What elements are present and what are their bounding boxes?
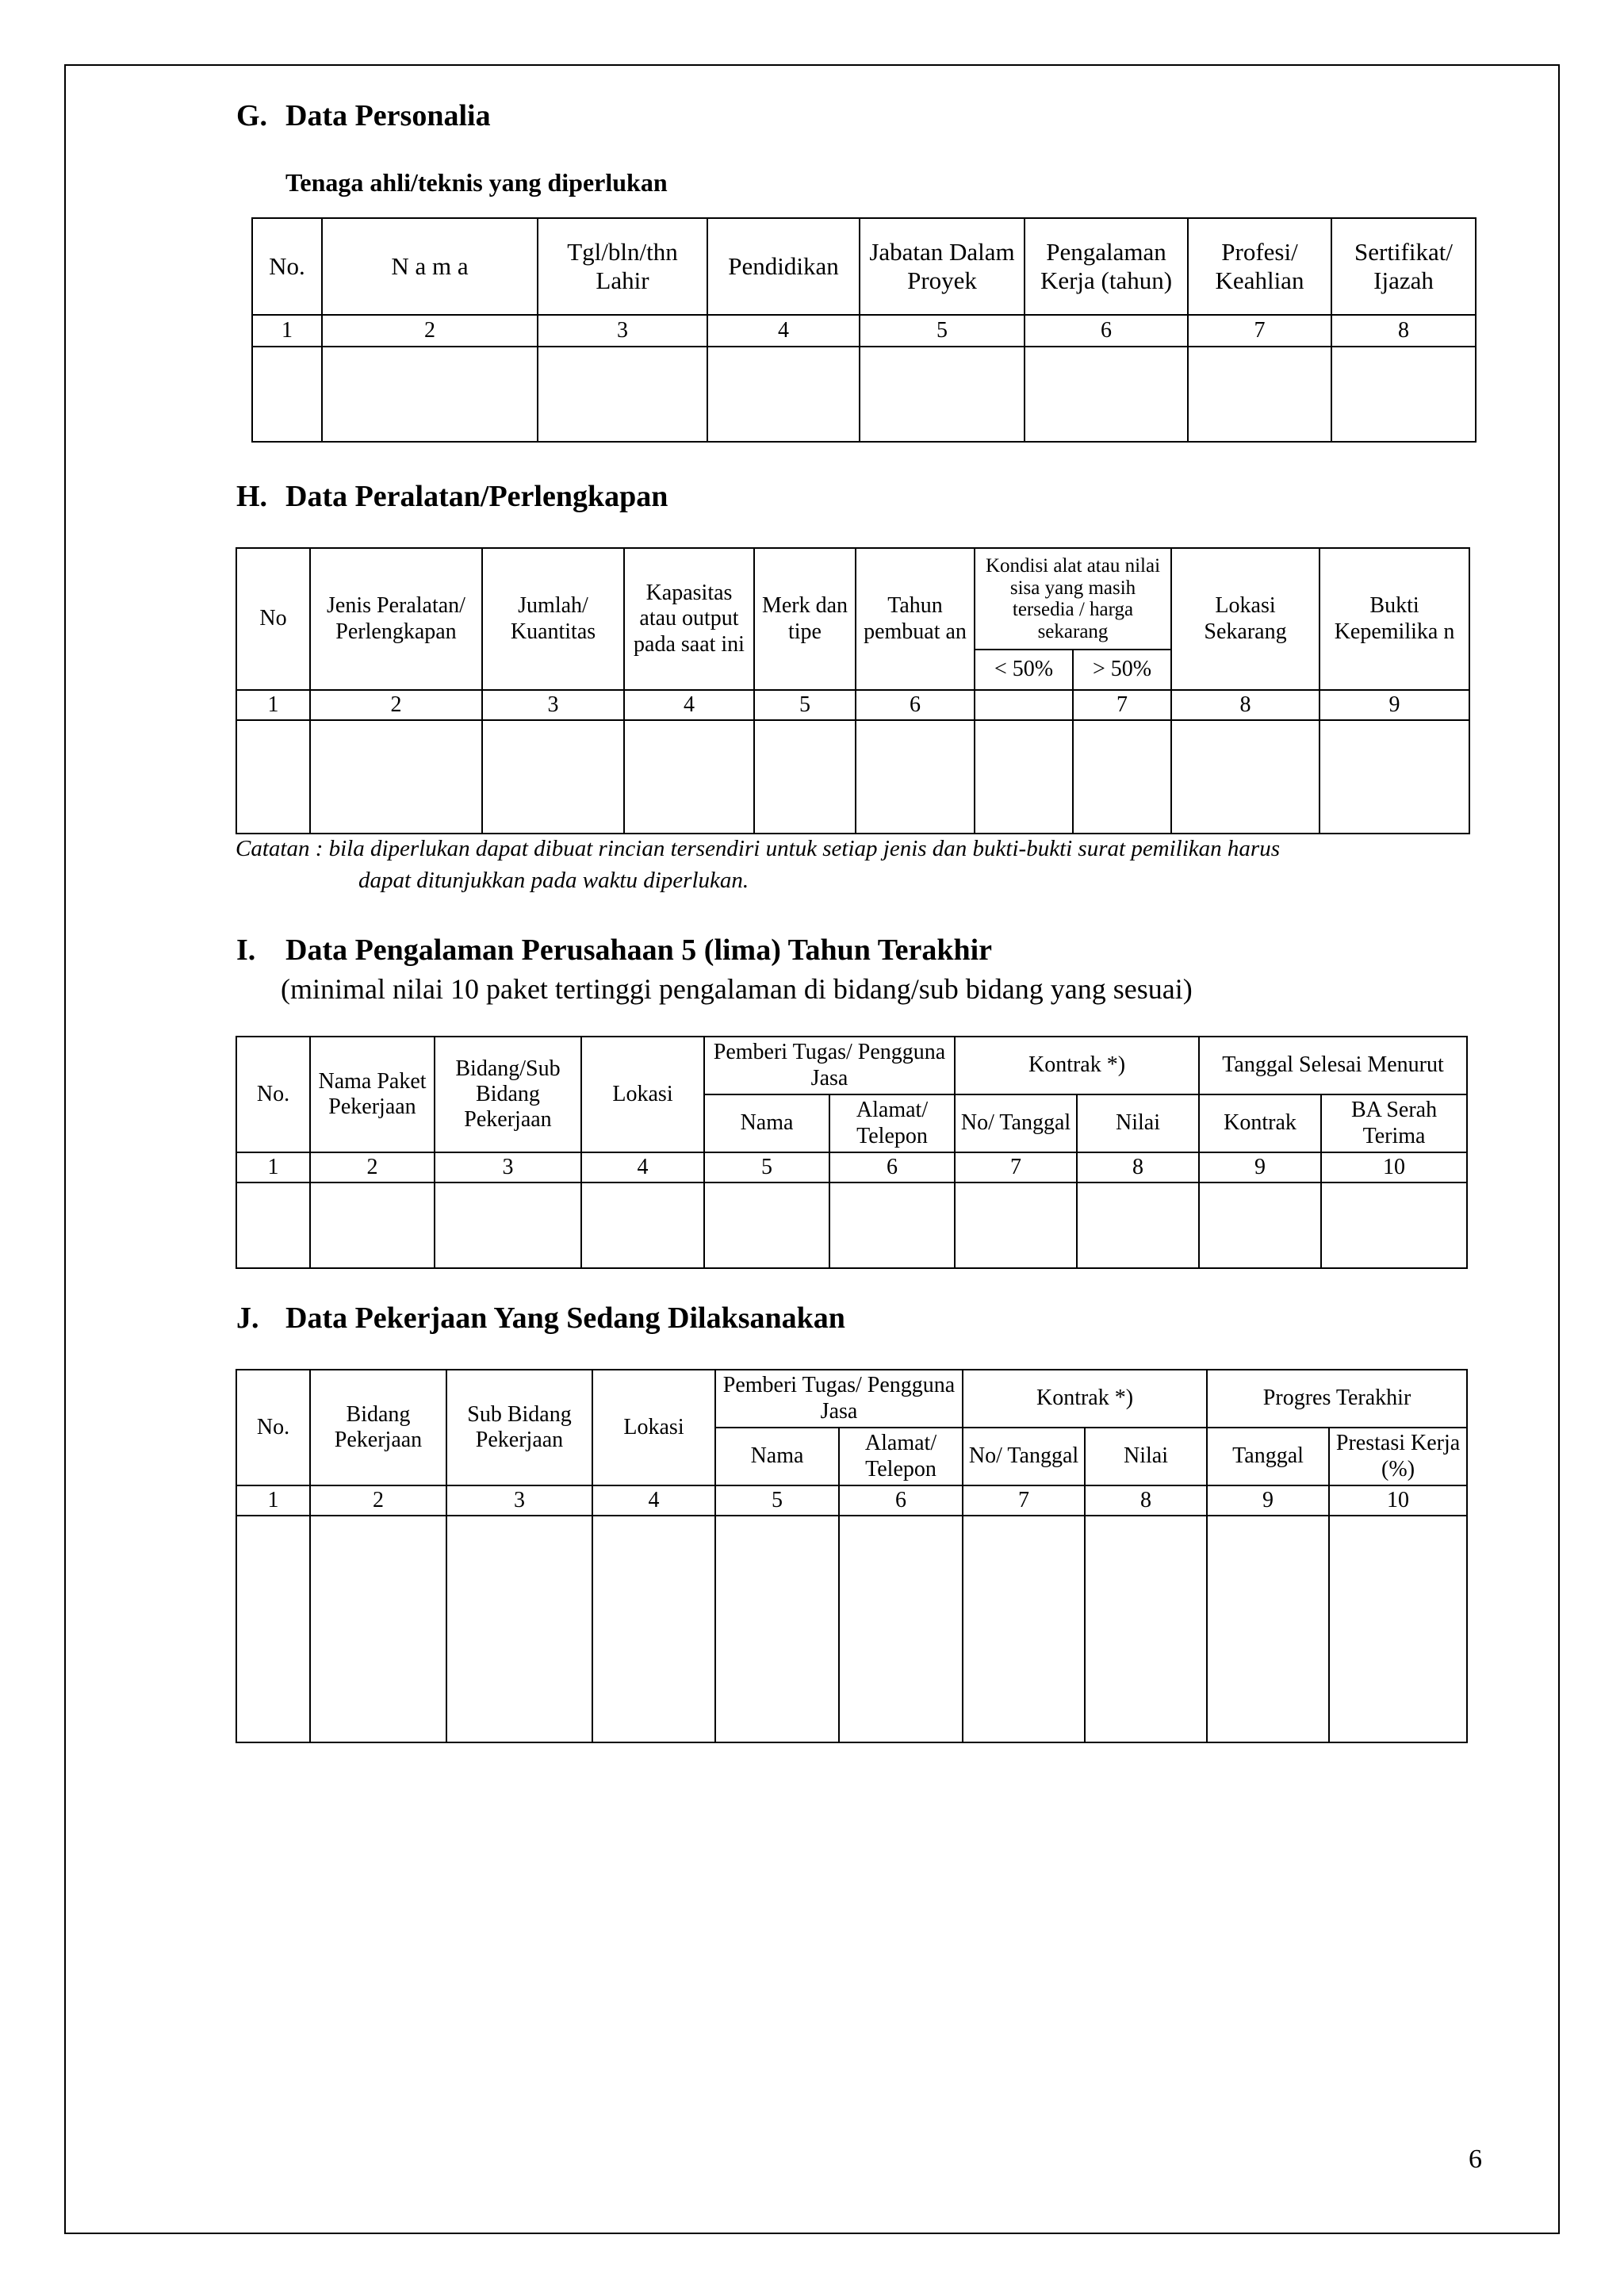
column-number: 6 xyxy=(829,1152,955,1182)
entry-cell[interactable] xyxy=(860,347,1025,442)
subheader-cell: Alamat/ Telepon xyxy=(829,1094,955,1152)
entry-cell[interactable] xyxy=(1320,720,1469,834)
page-number: 6 xyxy=(1469,2145,1482,2174)
header-cell: Lokasi xyxy=(592,1370,715,1485)
header-cell: Pemberi Tugas/ Pengguna Jasa xyxy=(715,1370,963,1428)
blank-entry-row xyxy=(236,720,1469,834)
column-number: 7 xyxy=(955,1152,1077,1182)
subheader-cell: Alamat/ Telepon xyxy=(839,1428,963,1485)
header-cell: Sub Bidang Pekerjaan xyxy=(446,1370,592,1485)
section-j-heading xyxy=(236,1301,845,1336)
blank-entry-row xyxy=(252,347,1476,442)
header-cell: Bidang/Sub Bidang Pekerjaan xyxy=(435,1037,581,1152)
column-number: 8 xyxy=(1085,1485,1207,1516)
column-number-row xyxy=(236,690,1469,720)
header-cell: Tgl/bln/thn Lahir xyxy=(538,218,707,315)
entry-cell[interactable] xyxy=(435,1182,581,1268)
column-number: 6 xyxy=(856,690,975,720)
header-cell: Pemberi Tugas/ Pengguna Jasa xyxy=(704,1037,955,1094)
column-number: 4 xyxy=(581,1152,704,1182)
section-g-subtitle: Tenaga ahli/teknis yang diperlukan xyxy=(285,168,668,197)
column-number: 1 xyxy=(236,690,310,720)
header-cell: Bidang Pekerjaan xyxy=(310,1370,446,1485)
section-i-title: Data Pengalaman Perusahaan 5 (lima) Tahun Terakhir xyxy=(285,933,993,967)
header-cell: No xyxy=(236,548,310,690)
column-number: 8 xyxy=(1171,690,1320,720)
subheader-cell: Prestasi Kerja (%) xyxy=(1329,1428,1467,1485)
header-cell: No. xyxy=(236,1037,310,1152)
table-header-row xyxy=(252,218,1476,315)
entry-cell[interactable] xyxy=(704,1182,829,1268)
entry-cell[interactable] xyxy=(707,347,860,442)
equipment-note-line2: dapat ditunjukkan pada waktu diperlukan. xyxy=(358,868,749,893)
entry-cell[interactable] xyxy=(1025,347,1188,442)
header-cell: Jumlah/ Kuantitas xyxy=(482,548,624,690)
column-number: 4 xyxy=(592,1485,715,1516)
column-number: 7 xyxy=(963,1485,1085,1516)
column-number: 8 xyxy=(1077,1152,1199,1182)
subheader-cell: Nilai xyxy=(1077,1094,1199,1152)
header-cell: Lokasi xyxy=(581,1037,704,1152)
entry-cell[interactable] xyxy=(1207,1516,1329,1742)
entry-cell[interactable] xyxy=(839,1516,963,1742)
subheader-cell: Nama xyxy=(704,1094,829,1152)
column-number: 3 xyxy=(446,1485,592,1516)
header-cell: Kontrak *) xyxy=(963,1370,1207,1428)
header-cell: Sertifikat/ Ijazah xyxy=(1331,218,1476,315)
header-cell: Bukti Kepemilika n xyxy=(1320,548,1469,690)
equipment-note-line1: Catatan : bila diperlukan dapat dibuat rincian tersendiri untuk setiap jenis dan bukti-bukti surat pemilikan harus xyxy=(236,836,1280,861)
entry-cell[interactable] xyxy=(1331,347,1476,442)
entry-cell[interactable] xyxy=(446,1516,592,1742)
subheader-cell: Tanggal xyxy=(1207,1428,1329,1485)
subheader-cell: Nama xyxy=(715,1428,839,1485)
entry-cell[interactable] xyxy=(715,1516,839,1742)
subheader-cell: BA Serah Terima xyxy=(1321,1094,1467,1152)
table-header-row xyxy=(236,548,1469,650)
entry-cell[interactable] xyxy=(1171,720,1320,834)
header-cell: Nama Paket Pekerjaan xyxy=(310,1037,435,1152)
entry-cell[interactable] xyxy=(624,720,754,834)
section-h-title: Data Peralatan/Perlengkapan xyxy=(285,480,668,513)
column-number-row xyxy=(252,315,1476,347)
column-number: 7 xyxy=(1073,690,1171,720)
column-number: 9 xyxy=(1207,1485,1329,1516)
entry-cell[interactable] xyxy=(236,1182,310,1268)
entry-cell[interactable] xyxy=(963,1516,1085,1742)
personnel-table xyxy=(251,217,1477,443)
column-number: 3 xyxy=(435,1152,581,1182)
header-cell: N a m a xyxy=(322,218,538,315)
equipment-table xyxy=(236,547,1470,834)
subheader-cell: Nilai xyxy=(1085,1428,1207,1485)
subheader-cell: > 50% xyxy=(1073,650,1171,690)
entry-cell[interactable] xyxy=(1073,720,1171,834)
section-g-letter: G. xyxy=(236,99,268,132)
blank-entry-row xyxy=(236,1516,1467,1742)
entry-cell[interactable] xyxy=(1188,347,1331,442)
subheader-cell: < 50% xyxy=(975,650,1073,690)
header-cell: Profesi/ Keahlian xyxy=(1188,218,1331,315)
column-number xyxy=(975,690,1073,720)
column-number: 1 xyxy=(252,315,322,347)
entry-cell[interactable] xyxy=(1085,1516,1207,1742)
section-j-title: Data Pekerjaan Yang Sedang Dilaksanakan xyxy=(285,1301,845,1335)
entry-cell[interactable] xyxy=(236,720,310,834)
entry-cell[interactable] xyxy=(322,347,538,442)
column-number: 8 xyxy=(1331,315,1476,347)
subheader-cell: Kontrak xyxy=(1199,1094,1321,1152)
column-number: 3 xyxy=(482,690,624,720)
entry-cell[interactable] xyxy=(754,720,856,834)
column-number: 10 xyxy=(1321,1152,1467,1182)
header-cell: Kapasitas atau output pada saat ini xyxy=(624,548,754,690)
column-number: 3 xyxy=(538,315,707,347)
entry-cell[interactable] xyxy=(829,1182,955,1268)
section-h-letter: H. xyxy=(236,480,268,513)
entry-cell[interactable] xyxy=(581,1182,704,1268)
header-cell: Jabatan Dalam Proyek xyxy=(860,218,1025,315)
column-number: 6 xyxy=(1025,315,1188,347)
header-cell: Merk dan tipe xyxy=(754,548,856,690)
header-cell: Jenis Peralatan/ Perlengkapan xyxy=(310,548,482,690)
column-number: 6 xyxy=(839,1485,963,1516)
section-i-letter: I. xyxy=(236,933,256,967)
entry-cell[interactable] xyxy=(975,720,1073,834)
section-j-letter: J. xyxy=(236,1301,259,1335)
entry-cell[interactable] xyxy=(310,720,482,834)
column-number: 5 xyxy=(704,1152,829,1182)
entry-cell[interactable] xyxy=(310,1182,435,1268)
column-number: 1 xyxy=(236,1485,310,1516)
header-cell: No. xyxy=(236,1370,310,1485)
column-number-row xyxy=(236,1485,1467,1516)
header-cell: Pengalaman Kerja (tahun) xyxy=(1025,218,1188,315)
blank-entry-row xyxy=(236,1182,1467,1268)
entry-cell[interactable] xyxy=(1077,1182,1199,1268)
entry-cell[interactable] xyxy=(252,347,322,442)
column-number: 4 xyxy=(624,690,754,720)
column-number: 2 xyxy=(310,690,482,720)
entry-cell[interactable] xyxy=(482,720,624,834)
section-i-subtitle: (minimal nilai 10 paket tertinggi pengalaman di bidang/sub bidang yang sesuai) xyxy=(281,973,1193,1005)
entry-cell[interactable] xyxy=(236,1516,310,1742)
column-number: 2 xyxy=(310,1152,435,1182)
entry-cell[interactable] xyxy=(538,347,707,442)
column-number: 5 xyxy=(860,315,1025,347)
column-number: 5 xyxy=(754,690,856,720)
header-cell: Lokasi Sekarang xyxy=(1171,548,1320,690)
entry-cell[interactable] xyxy=(856,720,975,834)
column-number: 2 xyxy=(310,1485,446,1516)
header-cell: Pendidikan xyxy=(707,218,860,315)
column-number: 2 xyxy=(322,315,538,347)
ongoing-work-table xyxy=(236,1369,1468,1743)
column-number: 7 xyxy=(1188,315,1331,347)
section-g-heading xyxy=(236,98,491,133)
column-number: 5 xyxy=(715,1485,839,1516)
column-number-row xyxy=(236,1152,1467,1182)
column-number: 10 xyxy=(1329,1485,1467,1516)
subheader-cell: No/ Tanggal xyxy=(963,1428,1085,1485)
column-number: 9 xyxy=(1320,690,1469,720)
header-cell: Progres Terakhir xyxy=(1207,1370,1467,1428)
entry-cell[interactable] xyxy=(592,1516,715,1742)
entry-cell[interactable] xyxy=(1329,1516,1467,1742)
header-cell: Tanggal Selesai Menurut xyxy=(1199,1037,1467,1094)
column-number: 9 xyxy=(1199,1152,1321,1182)
column-number: 4 xyxy=(707,315,860,347)
section-h-heading xyxy=(236,479,668,514)
section-i-heading xyxy=(236,933,992,968)
header-cell: Kontrak *) xyxy=(955,1037,1199,1094)
header-cell-condition: Kondisi alat atau nilai sisa yang masih tersedia / harga sekarang xyxy=(975,548,1171,650)
header-cell: No. xyxy=(252,218,322,315)
entry-cell[interactable] xyxy=(310,1516,446,1742)
table-header-row xyxy=(236,1037,1467,1094)
entry-cell[interactable] xyxy=(1321,1182,1467,1268)
column-number: 1 xyxy=(236,1152,310,1182)
entry-cell[interactable] xyxy=(955,1182,1077,1268)
table-header-row xyxy=(236,1370,1467,1428)
entry-cell[interactable] xyxy=(1199,1182,1321,1268)
section-g-title: Data Personalia xyxy=(285,99,491,132)
subheader-cell: No/ Tanggal xyxy=(955,1094,1077,1152)
experience-table xyxy=(236,1036,1468,1269)
header-cell: Tahun pembuat an xyxy=(856,548,975,690)
